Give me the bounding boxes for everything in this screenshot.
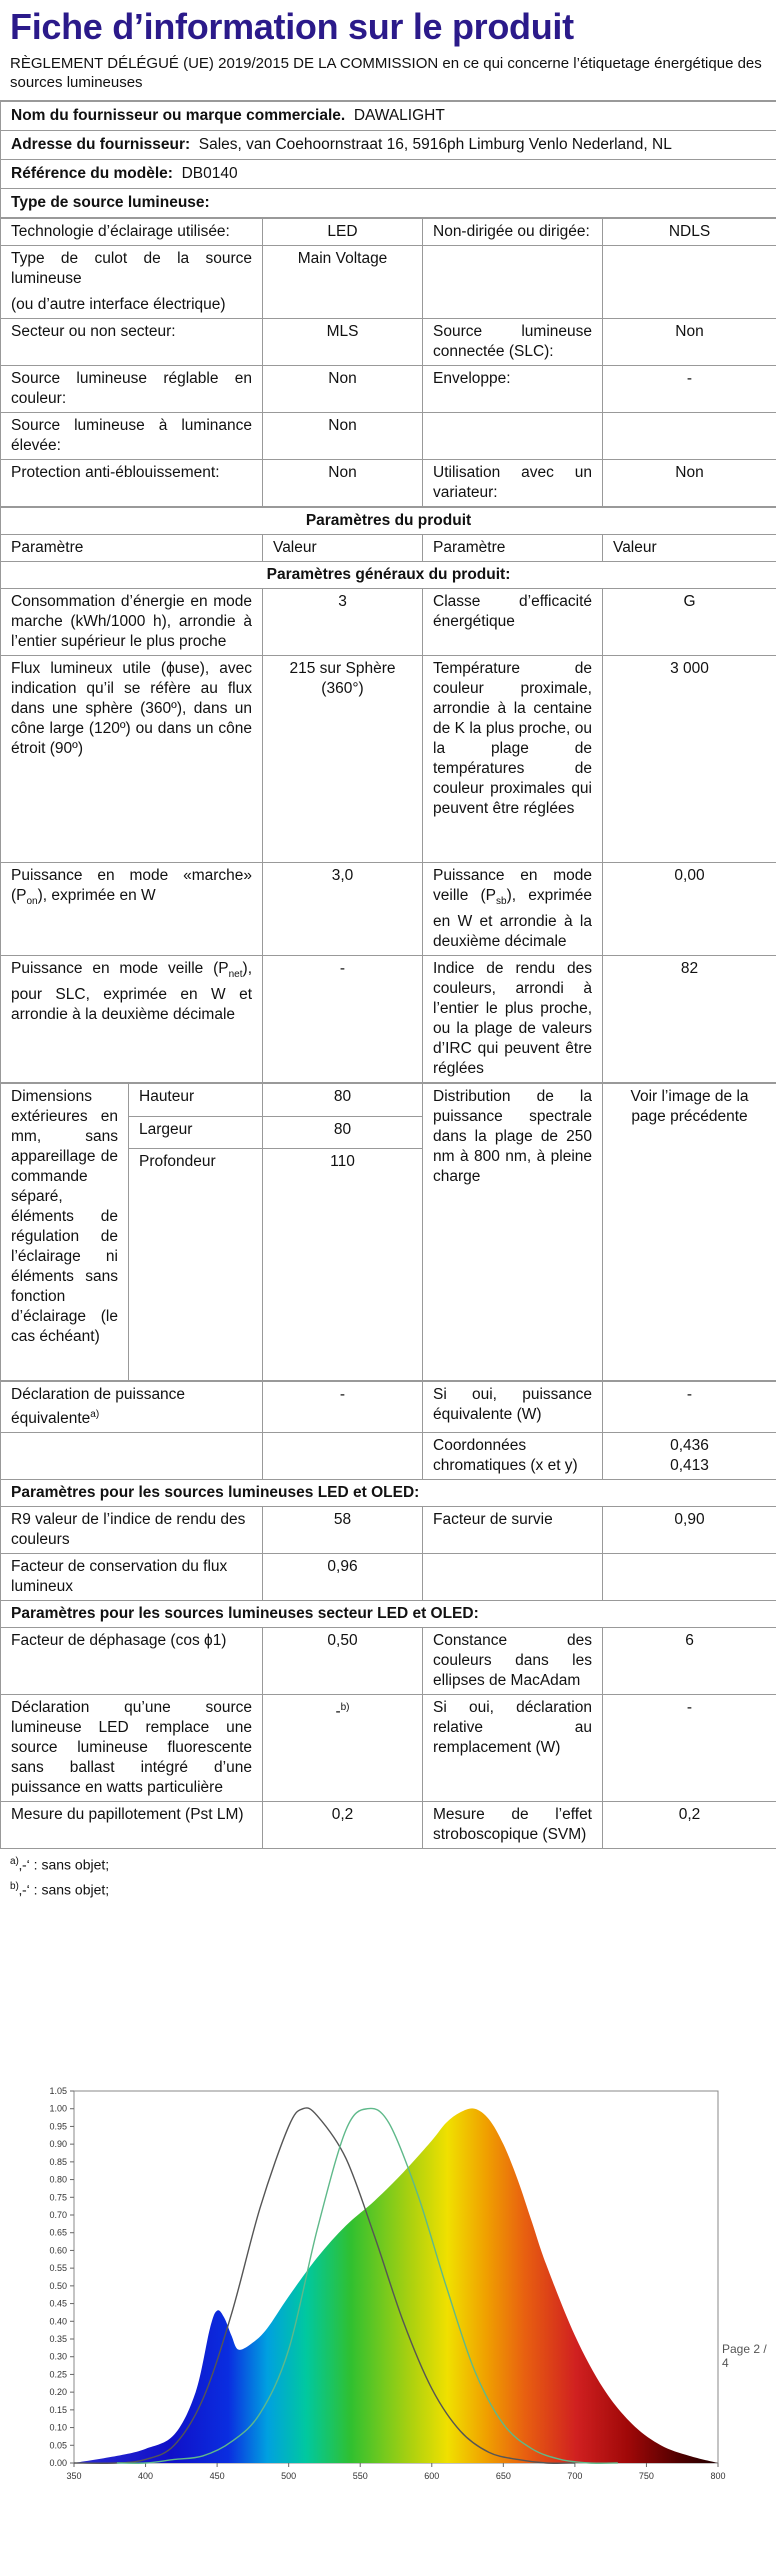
y-tick-label: 0.30: [49, 2351, 67, 2362]
empty-cell: [1, 1433, 263, 1480]
led-section-heading: Paramètres pour les sources lumineuses LED et OLED:: [1, 1480, 776, 1507]
x-tick-label: 700: [567, 2471, 583, 2481]
x-tick-label: 800: [710, 2471, 726, 2481]
page-number: Page 2 / 4: [722, 2342, 767, 2370]
y-tick-label: 0.10: [49, 2422, 67, 2433]
param-value: 0,50: [263, 1628, 423, 1695]
type-label: Utilisation avec un variateur:: [423, 460, 603, 507]
type-row: [1, 366, 776, 413]
footnote-ref: a): [90, 1409, 100, 1421]
mains-section-heading: Paramètres pour les sources lumineuses secteur LED et OLED:: [1, 1601, 776, 1628]
type-value: Non: [603, 460, 776, 507]
type-value: Non: [603, 319, 776, 366]
param-row: [1, 589, 776, 656]
param-value: 0,2: [603, 1802, 776, 1849]
spectral-distribution-value: Voir l’image de la page précédente: [603, 1084, 776, 1381]
power-on-label: Puissance en mode «marche» (P: [11, 867, 252, 904]
footnotes: [0, 1849, 776, 1902]
param-label: [1, 1382, 263, 1433]
type-row: [1, 246, 776, 319]
column-header-row: [1, 535, 776, 562]
cap-type-label: Type de culot de la source lumineuse: [11, 250, 252, 287]
param-value: 6: [603, 1628, 776, 1695]
param-value: -: [603, 1695, 776, 1802]
type-value: [603, 246, 776, 319]
y-tick-label: 0.85: [49, 2156, 67, 2167]
type-row: [1, 219, 776, 246]
param-label: Flux lumineux utile (ϕuse), avec indication qu’il se réfère au flux dans une sphère (360º), dans un cône large (120º) ou dans un cône étroit (90º): [1, 656, 263, 863]
dimensions-label: Dimensions extérieures en mm, sans appareillage de commande séparé, éléments de régulation de l’éclairage ni éléments sans fonction d’éclairage (le cas échéant): [1, 1084, 129, 1381]
y-tick-label: 0.65: [49, 2227, 67, 2238]
regulation-text: RÈGLEMENT DÉLÉGUÉ (UE) 2019/2015 DE LA COMMISSION en ce qui concerne l’étiquetage énergétique des sources lumineuses: [0, 50, 776, 101]
footnote-mark: b): [10, 1880, 19, 1892]
supplier-row: [1, 102, 776, 131]
type-label: Source lumineuse réglable en couleur:: [1, 366, 263, 413]
y-tick-label: 0.35: [49, 2334, 67, 2344]
supplier-label: Nom du fournisseur ou marque commerciale.: [11, 107, 346, 124]
x-tick-label: 550: [352, 2471, 368, 2481]
param-value: 0,00: [603, 863, 776, 956]
dimension-value: 80: [263, 1084, 423, 1117]
type-section-heading: Type de source lumineuse:: [1, 189, 776, 218]
y-tick-label: 1.00: [49, 2103, 67, 2114]
y-tick-label: 0.50: [49, 2280, 67, 2291]
net-standby-label: Puissance en mode veille (P: [11, 960, 229, 978]
type-label: [423, 246, 603, 319]
type-value: MLS: [263, 319, 423, 366]
param-value: 58: [263, 1507, 423, 1554]
spectrum-chart: [30, 2083, 730, 2513]
y-tick-label: 0.70: [49, 2210, 67, 2220]
params-table: [0, 507, 776, 1083]
y-tick-label: 0.90: [49, 2139, 67, 2150]
type-label: Non-dirigée ou dirigée:: [423, 219, 603, 246]
equiv-label: Déclaration de puissance équivalente: [11, 1386, 186, 1428]
y-tick-label: 0.20: [49, 2387, 67, 2398]
param-row: [1, 1554, 776, 1601]
param-value: [603, 1554, 776, 1601]
param-value: 0,96: [263, 1554, 423, 1601]
dimension-value: 110: [263, 1149, 423, 1381]
power-on-sub: on: [26, 896, 38, 908]
type-value: Non: [263, 413, 423, 460]
empty-cell: [263, 1433, 423, 1480]
footnote-ref: b): [340, 1702, 350, 1714]
net-standby-sub: net: [228, 969, 243, 981]
spectral-distribution-label: Distribution de la puissance spectrale dans la plage de 250 nm à 800 nm, à pleine charge: [423, 1084, 603, 1381]
replacement-value: -: [335, 1703, 341, 1721]
equiv-table: [0, 1381, 776, 1849]
dimension-value: 80: [263, 1116, 423, 1149]
param-value: 0,2: [263, 1802, 423, 1849]
footnote-text: ‚-‘ : sans objet;: [18, 1856, 110, 1873]
x-tick-label: 750: [638, 2471, 654, 2481]
param-label: Température de couleur proximale, arrondie à la centaine de K la plus proche, ou la plage de températures de couleur proximales qui peuvent être réglées: [423, 656, 603, 863]
type-value: Non: [263, 460, 423, 507]
type-value: Non: [263, 366, 423, 413]
param-label: Constance des couleurs dans les ellipses de MacAdam: [423, 1628, 603, 1695]
y-tick-label: 0.15: [49, 2404, 67, 2415]
param-label: Classe d’efficacité énergétique: [423, 589, 603, 656]
param-row: [1, 1695, 776, 1802]
param-value: G: [603, 589, 776, 656]
type-value: LED: [263, 219, 423, 246]
type-value: NDLS: [603, 219, 776, 246]
param-row: [1, 956, 776, 1083]
y-tick-label: 0.80: [49, 2174, 67, 2185]
param-row: [1, 1802, 776, 1849]
param-value: 3: [263, 589, 423, 656]
x-tick-label: 400: [138, 2471, 154, 2481]
param-value: 215 sur Sphère (360°): [263, 656, 423, 863]
param-value: 0,90: [603, 1507, 776, 1554]
y-tick-label: 0.40: [49, 2316, 67, 2327]
model-label: Référence du modèle:: [11, 165, 173, 182]
type-table: [0, 218, 776, 507]
param-label: Facteur de déphasage (cos ϕ1): [1, 1628, 263, 1695]
param-label: [1, 956, 263, 1083]
y-tick-label: 0.60: [49, 2245, 67, 2256]
footnote: [10, 1851, 766, 1876]
type-row: [1, 460, 776, 507]
y-tick-label: 0.00: [49, 2458, 67, 2468]
type-value: [603, 413, 776, 460]
param-label: Facteur de survie: [423, 1507, 603, 1554]
param-row: [1, 1507, 776, 1554]
param-label: Facteur de conservation du flux lumineux: [1, 1554, 263, 1601]
page-title: Fiche d’information sur le produit: [10, 6, 574, 47]
type-value: Main Voltage: [263, 246, 423, 319]
type-label: Source lumineuse connectée (SLC):: [423, 319, 603, 366]
type-label: [423, 413, 603, 460]
x-tick-label: 500: [281, 2471, 297, 2481]
type-label: Secteur ou non secteur:: [1, 319, 263, 366]
y-tick-label: 0.45: [49, 2298, 67, 2309]
x-tick-label: 350: [66, 2471, 82, 2481]
address-label: Adresse du fournisseur:: [11, 136, 191, 153]
standby-label: Puissance en mode veille (P: [433, 867, 592, 904]
dimension-name: Largeur: [129, 1116, 263, 1149]
general-params-heading: Paramètres généraux du produit:: [1, 562, 776, 589]
param-row: [1, 1382, 776, 1433]
y-tick-label: 0.05: [49, 2440, 67, 2451]
model-value: DB0140: [181, 165, 238, 182]
param-row: [1, 863, 776, 956]
type-label: Technologie d’éclairage utilisée:: [1, 219, 263, 246]
footnote-mark: a): [10, 1856, 19, 1868]
param-row: [1, 1433, 776, 1480]
param-label: Si oui, déclaration relative au remplacement (W): [423, 1695, 603, 1802]
address-value: Sales, van Coehoornstraat 16, 5916ph Limburg Venlo Nederland, NL: [198, 136, 672, 153]
param-label: Déclaration qu’une source lumineuse LED remplace une source lumineuse fluorescente sans ballast intégré d’une puissance en watts particulière: [1, 1695, 263, 1802]
param-value: 3,0: [263, 863, 423, 956]
param-value: 3 000: [603, 656, 776, 863]
type-row: [1, 413, 776, 460]
column-header: Paramètre: [1, 535, 263, 562]
x-tick-label: 600: [424, 2471, 440, 2481]
param-label: Indice de rendu des couleurs, arrondi à l’entier le plus proche, ou la plage de valeurs d’IRC qui peuvent être réglées: [423, 956, 603, 1083]
net-standby-label-end: ), pour SLC, exprimée en W et arrondie à la deuxième décimale: [11, 960, 252, 1024]
param-label: [423, 863, 603, 956]
power-on-label-end: ), exprimée en W: [37, 887, 156, 904]
dimension-name: Profondeur: [129, 1149, 263, 1381]
param-value: [603, 1433, 776, 1480]
y-tick-label: 0.55: [49, 2263, 67, 2274]
param-value: 82: [603, 956, 776, 1083]
x-tick-label: 650: [495, 2471, 511, 2481]
standby-label-end: ), exprimée en W et arrondie à la deuxième décimale: [433, 887, 592, 951]
dimension-row: [1, 1084, 776, 1117]
y-tick-label: 0.75: [49, 2192, 67, 2203]
type-label: Enveloppe:: [423, 366, 603, 413]
param-value: -: [263, 1382, 423, 1433]
param-label: R9 valeur de l’indice de rendu des couleurs: [1, 1507, 263, 1554]
dimension-name: Hauteur: [129, 1084, 263, 1117]
footnote: [10, 1876, 766, 1901]
param-row: [1, 1628, 776, 1695]
param-label: Mesure du papillotement (Pst LM): [1, 1802, 263, 1849]
address-row: [1, 131, 776, 160]
standby-sub: sb: [496, 896, 507, 908]
x-tick-label: 450: [209, 2471, 225, 2481]
param-label: [1, 863, 263, 956]
y-tick-label: 1.05: [49, 2086, 67, 2096]
column-header: Valeur: [603, 535, 776, 562]
spectrum-chart-svg: [30, 2083, 730, 2513]
column-header: Paramètre: [423, 535, 603, 562]
column-header: Valeur: [263, 535, 423, 562]
param-label: Si oui, puissance équivalente (W): [423, 1382, 603, 1433]
type-label: Source lumineuse à luminance élevée:: [1, 413, 263, 460]
type-label: [1, 246, 263, 319]
param-label: Coordonnées chromatiques (x et y): [423, 1433, 603, 1480]
chroma-y: 0,413: [670, 1457, 709, 1475]
cap-type-sublabel: (ou d’autre interface électrique): [11, 296, 226, 313]
product-params-heading: Paramètres du produit: [1, 508, 776, 535]
param-label: Mesure de l’effet stroboscopique (SVM): [423, 1802, 603, 1849]
supplier-value: DAWALIGHT: [353, 107, 445, 124]
supplier-table: [0, 101, 776, 218]
param-row: [1, 656, 776, 863]
type-value: -: [603, 366, 776, 413]
chroma-x: 0,436: [670, 1437, 709, 1455]
y-tick-label: 0.25: [49, 2369, 67, 2380]
param-value: -: [603, 1382, 776, 1433]
footnote-text: ‚-‘ : sans objet;: [18, 1881, 110, 1898]
param-label: Consommation d’énergie en mode marche (kWh/1000 h), arrondie à l’entier supérieur le plus proche: [1, 589, 263, 656]
param-value: [263, 1695, 423, 1802]
dimensions-table: [0, 1083, 776, 1381]
type-label: Protection anti-éblouissement:: [1, 460, 263, 507]
param-value: -: [263, 956, 423, 1083]
y-tick-label: 0.95: [49, 2121, 67, 2132]
model-row: [1, 160, 776, 189]
type-row: [1, 319, 776, 366]
param-label: [423, 1554, 603, 1601]
